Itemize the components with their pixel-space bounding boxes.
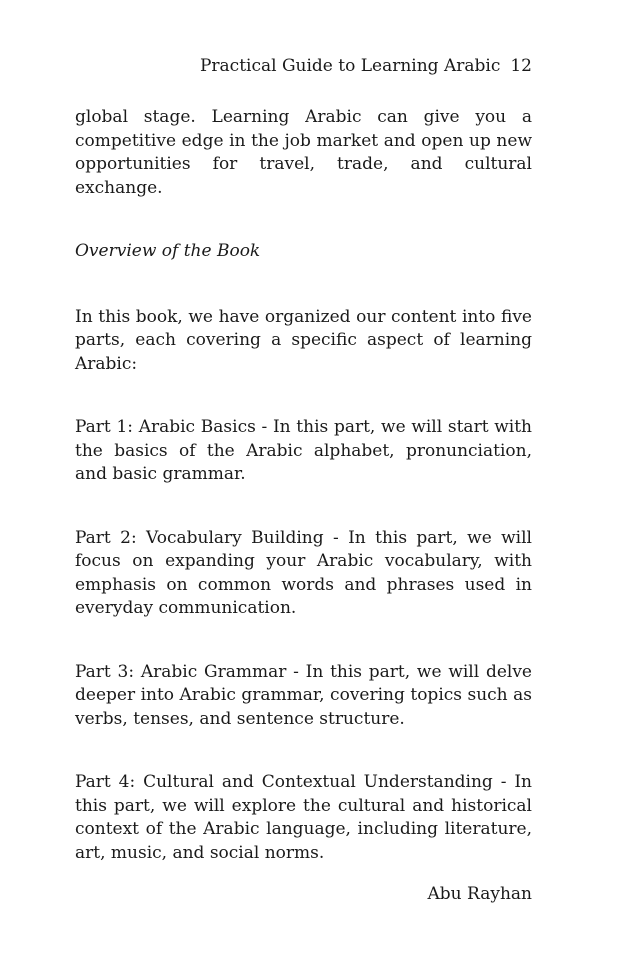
author-name: Abu Rayhan: [427, 884, 532, 904]
paragraph-overview: In this book, we have organized our content into five parts, each covering a specific aspect of learning Arabic:: [75, 306, 532, 374]
running-header: [200, 54, 532, 78]
page-content: [75, 106, 532, 865]
book-title: Practical Guide to Learning Arabic: [199, 56, 501, 76]
paragraph-part-3: Part 3: Arabic Grammar - In this part, we will delve deeper into Arabic grammar, covering topics such as verbs, tenses, and sentence structure.: [75, 661, 532, 729]
section-heading: Overview of the Book: [75, 241, 261, 261]
page-number: 12: [510, 56, 532, 76]
paragraph-part-2: Part 2: Vocabulary Building - In this part, we will focus on expanding your Arabic vocabulary, with emphasis on common words and phrases used in everyday communication.: [75, 527, 532, 618]
paragraph-part-4: Part 4: Cultural and Contextual Understanding - In this part, we will explore the cultural and historical context of the Arabic language, including literature, art, music, and social norms.: [75, 772, 532, 863]
running-footer: [428, 882, 532, 906]
paragraph-continuation: global stage. Learning Arabic can give you a competitive edge in the job market and open up new opportunities for travel, trade, and cultural exchange.: [75, 107, 532, 198]
paragraph-part-1: Part 1: Arabic Basics - In this part, we will start with the basics of the Arabic alphabet, pronunciation, and basic grammar.: [75, 417, 532, 484]
